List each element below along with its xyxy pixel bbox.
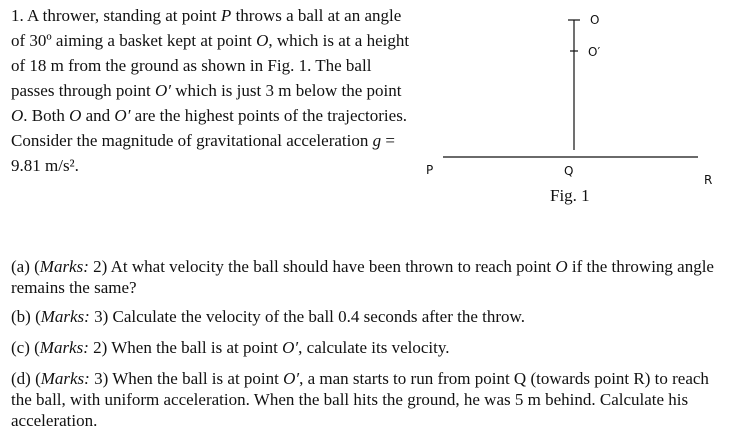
intro-text-a: 1. A thrower, standing at point bbox=[11, 6, 221, 25]
q-b-text: Calculate the velocity of the ball 0.4 seconds after the throw. bbox=[112, 307, 525, 326]
q-b-marks: 3) bbox=[89, 307, 113, 326]
label-o-prime: O′ bbox=[588, 45, 601, 59]
q-d-num: (d) ( bbox=[11, 369, 41, 388]
q-b-marks-word: Marks: bbox=[40, 307, 90, 326]
q-a-num: (a) ( bbox=[11, 257, 40, 276]
var-p: P bbox=[220, 6, 232, 25]
var-o-prime-2: O′ bbox=[114, 106, 131, 125]
question-c bbox=[11, 337, 721, 358]
q-c-marks-word: Marks: bbox=[39, 338, 89, 357]
q-c-var: O′ bbox=[282, 338, 299, 357]
var-o: O bbox=[256, 31, 269, 50]
q-c-tail: , calculate its velocity. bbox=[298, 338, 450, 357]
intro-text-g: are the highest points of the trajectories. Consider the magnitude of gravitational acceleration bbox=[11, 106, 408, 150]
q-d-var: O′ bbox=[283, 369, 300, 388]
var-o-prime: O′ bbox=[155, 81, 172, 100]
intro-text-h: = 9.81 m/s². bbox=[11, 131, 395, 175]
intro-text-d: which is just 3 m below the point bbox=[171, 81, 402, 100]
intro-text-f: and bbox=[81, 106, 115, 125]
figure-caption: Fig. 1 bbox=[550, 186, 590, 205]
intro-text-e: . Both bbox=[23, 106, 70, 125]
question-b bbox=[11, 306, 721, 327]
q-d-tail: , a man starts to run from point Q (towards point R) to reach the ball, with uniform acceleration. When the ball hits the ground, he was 5 m behind. Calculate his acceleration. bbox=[11, 369, 709, 430]
var-g: g bbox=[372, 131, 382, 150]
q-d-marks: 3) bbox=[89, 369, 113, 388]
q-a-tail: if the throwing angle remains the same? bbox=[11, 257, 714, 297]
q-c-text: When the ball is at point bbox=[111, 338, 283, 357]
label-o: O bbox=[590, 13, 600, 27]
label-q: Q bbox=[564, 164, 574, 178]
q-a-marks-word: Marks: bbox=[39, 257, 89, 276]
intro-text-b: throws a ball at an angle of 30º aiming a basket kept at point bbox=[11, 6, 402, 50]
intro-text-c: , which is at a height of 18 m from the ground as shown in Fig. 1. The ball passes through point bbox=[11, 31, 410, 100]
var-o-3: O bbox=[69, 106, 82, 125]
q-a-marks: 2) bbox=[88, 257, 111, 276]
var-o-2: O bbox=[11, 106, 24, 125]
q-b-num: (b) ( bbox=[11, 307, 41, 326]
q-a-text: At what velocity the ball should have been thrown to reach point bbox=[110, 257, 556, 276]
label-p: P bbox=[426, 163, 434, 177]
label-r: R bbox=[704, 173, 713, 187]
q-c-marks: 2) bbox=[88, 338, 112, 357]
question-d bbox=[11, 368, 721, 431]
q-a-var: O bbox=[555, 257, 568, 276]
question-a bbox=[11, 256, 721, 298]
q-c-num: (c) ( bbox=[11, 338, 40, 357]
q-d-text: When the ball is at point bbox=[112, 369, 284, 388]
q-d-marks-word: Marks: bbox=[40, 369, 90, 388]
